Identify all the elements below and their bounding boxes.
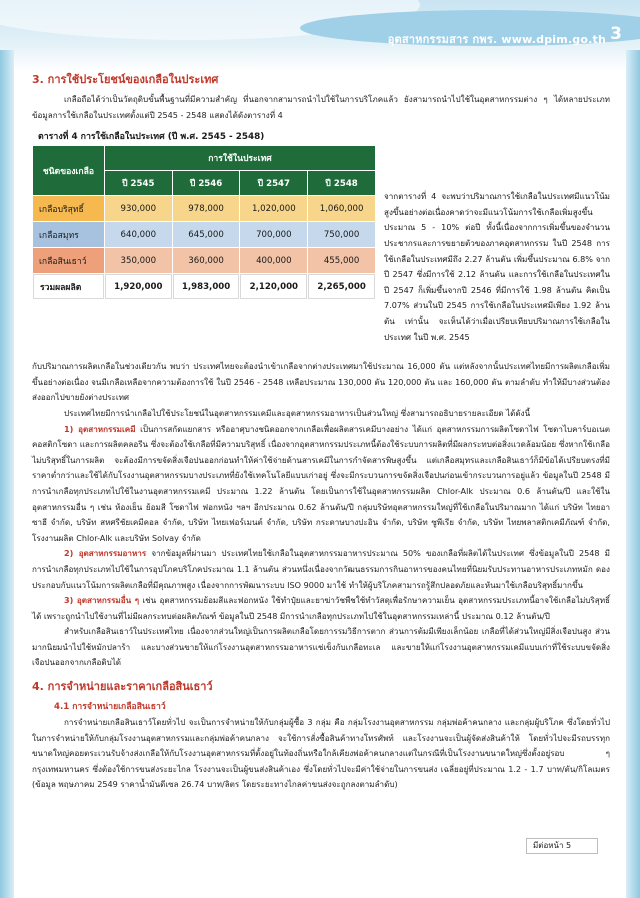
paragraph-text: เช่น อุตสาหกรรมย้อมสีและฟอกหนัง ใช้ทำปุ๋ยและยาฆ่าวัชพืชใช้ทำวัสดุเพื่อรักษาความเย็น อุตสาหกรรมประเภทนี้อาจใช้เกลือไม่บริสุทธิ์ได้ เพราะถูกนำไปใช้งานที่ไม่มีผลกระทบต่อผลิตภัณฑ์ ข้อมูลในปี 2548 มีการนำเกลือทุกประเภทไปใช้ในอุตสาหกรรมเหล่านี้ ประมาณ 0.12 ล้านตัน/ปี	[32, 595, 610, 621]
table-cell: 930,000	[105, 196, 172, 221]
table-cell: 360,000	[173, 248, 240, 273]
table-row-header-label: ชนิดของเกลือ	[33, 146, 104, 195]
table-cell: 645,000	[173, 222, 240, 247]
paragraph-text: จากข้อมูลที่ผ่านมา ประเทศไทยใช้เกลือในอุตสาหกรรมอาหารประมาณ 50% ของเกลือที่ผลิตได้ในประเทศ ซึ่งข้อมูลในปี 2548 มีการนำเกลือทุกประเภทไปใช้ในการอุปโภคบริโภคประมาณ 1.1 ล้านตัน ส่วนหนึ่งเนื่องจากวัฒนธรรมการกินอาหารของคนไทยที่นิยมรับประทานอาหารประเภทหมัก ดอง ประกอบกับแนวโน้มการผลิตเกลือที่มีคุณภาพสูง เนื่องจากการพัฒนาระบบ ISO 9000 มาใช้ ทำให้ผู้บริโภคสามารถรู้สึกปลอดภัยและหันมาใช้เกลือบริสุทธิ์มากขึ้น	[32, 548, 610, 590]
subsection-title: 4.1 การจำหน่ายเกลือสินเธาว์	[54, 702, 166, 713]
paragraph: การจำหน่ายเกลือสินเธาว์โดยทั่วไป จะเป็นการจำหน่ายให้กับกลุ่มผู้ซื้อ 3 กลุ่ม คือ กลุ่มโรงงานอุตสาหกรรม กลุ่มพ่อค้าคนกลาง และกลุ่มผู้บริโภค ซึ่งโดยทั่วไปในการจำหน่ายให้กับกลุ่มโรงงานอุตสาหกรรมและกลุ่มพ่อค้าคนกลาง จะใช้การสั่งซื้อสินค้าทางโทรศัพท์ และโรงงานจะเป็นผู้จัดส่งสินค้าให้ โดยทั่วไปจะมีรถบรรทุกขนาดใหญ่คอยตระเวนรับจ้างส่งเกลือให้กับโรงงานอุตสาหกรรมที่ตั้งอยู่ในท้องถิ่นหรือใกล้เคียงพ่อค้าคนกลางแต่ในกรณีที่เป็นโรงงานขนาดใหญ่ซึ่งตั้งอยู่รอบ ๆ กรุงเทพมหานคร ซึ่งต้องใช้การขนส่งระยะไกล โรงงานจะเป็นผู้ขนส่งสินค้าเอง ซึ่งโดยทั่วไปจะมีค่าใช้จ่ายในการขนส่ง เฉลี่ยอยู่ที่ประมาณ 1.2 - 1.7 บาท/ตัน/กิโลเมตร (ข้อมูล พฤษภาคม 2549 ราคาน้ำมันดีเซล 26.74 บาท/ลิตร โดยระยะทางไกลค่าขนส่งจะถูกลงตามลำดับ)	[32, 717, 610, 790]
table-year-header: ปี 2548	[308, 171, 375, 195]
table-cell: 978,000	[173, 196, 240, 221]
paragraph-text: เป็นการสกัดแยกสาร หรืออาศุบางชนิดออกจากเกลือเพื่อผลิตสารเคมีบางอย่าง ได้แก่ อุตสาหกรรมการผลิตโซดาไฟ โซดาไบคาร์บอเนต คอสติกโซดา และการผลิตคลอรีน ซึ่งจะต้องใช้เกลือที่มีความบริสุทธิ์ เนื่องจากอุตสาหกรรมประเภทนี้ต้องใช้ระบบการผลิตที่มีผลกระทบต่อสิ่งแวดล้อมน้อย ซึ่งหากใช้เกลือไม่บริสุทธิ์ในการผลิต จะต้องมีการขจัดสิ่งเจือปนออกก่อนทำให้ค่าใช้จ่ายด้านสารเคมีในการกำจัดสารพิษสูงขึ้น แต่เกลือสมุทรและเกลือสินเธาว์ก็มีข้อได้เปรียบตรงที่มีราคาต่ำกว่าและใช้ได้กับโรงงานอุตสาหกรรมบางประเภทที่ยังใช้เทคโนโลยีแบบเก่าอยู่ ซึ่งจะมีกระบวนการขจัดสิ่งเจือปนก่อนเข้ากระบวนการอยู่แล้ว ข้อมูลในปี 2548 มีการนำเกลือทุกประเภทไปใช้ในงานอุตสาหกรรมเคมี ประมาณ 1.22 ล้านตัน โดยเป็นการใช้ในอุตสาหกรรมผลิต Chlor-Alk ประมาณ 0.6 ล้านตัน/ปี และใช้ในอุตสาหกรรมอื่น ๆ เช่น ห้องเย็น ย้อมสี โซดาไฟ ฟอกหนัง ฯลฯ อีกประมาณ 0.62 ล้านตัน/ปี กลุ่มบริษัทอุตสาหกรรมใหญ่ที่ใช้เกลือในปริมาณมาก ได้แก่ บริษัท ไทยอาซาฮี จำกัด, บริษัท สหศรีชัยเคมีคอล จำกัด, บริษัท ไทยเฟอร์เมนต์ จำกัด, บริษัท กระดาษบางปะอิน จำกัด, บริษัท ซูพีเรีย จำกัด, บริษัท ไทยพลาสติกเคมีภัณฑ์ จำกัด, โรงงานผลิต Chlor-Alk และบริษัท Solvay จำกัด	[32, 423, 610, 543]
continued-note: มีต่อหน้า 5	[526, 838, 598, 854]
list-label: 2) อุตสาหกรรมอาหาร	[64, 548, 147, 559]
table-cell: 1,983,000	[173, 274, 240, 299]
table-total-row	[33, 274, 375, 299]
table-row-label: เกลือสินเธาว์	[33, 248, 104, 273]
table-row-label: เกลือบริสุทธิ์	[33, 196, 104, 221]
table-cell: 1,920,000	[105, 274, 172, 299]
paragraph: กับปริมาณการผลิตเกลือในช่วงเดียวกัน พบว่า ประเทศไทยจะต้องนำเข้าเกลือจากต่างประเทศมาใช้ประมาณ 16,000 ตัน แต่หลังจากนั้นประเทศไทยมีการผลิตเกลือเพิ่มขึ้นอย่างต่อเนื่อง จนมีเกลือเหลือจากความต้องการใช้ ในปี 2546 - 2548 เหลือประมาณ 130,000 ตัน 120,000 ตัน และ 160,000 ตัน ตามลำดับ ทำให้มีบางส่วนต้องส่งออกไปขายยังต่างประเทศ	[32, 361, 610, 403]
salt-usage-table	[32, 145, 376, 300]
table-row	[33, 222, 375, 247]
table-group-header: การใช้ในประเทศ	[105, 146, 375, 170]
table-row	[33, 248, 375, 273]
header-title: อุตสาหกรรมสาร กพร. www.dpim.go.th	[387, 33, 606, 46]
paragraph: สำหรับเกลือสินเธาว์ในประเทศไทย เนื่องจากส่วนใหญ่เป็นการผลิตเกลือโดยการรมวิธีการตาก ส่วนการต้มมีเพียงเล็กน้อย เกลือที่ได้ส่วนใหญ่มีสิ่งเจือปนสูง ส่วนมากนิยมนำไปใช้หมักปลาร้า และบางส่วนขายให้แก่โรงงานอุตสาหกรรมอาหารแช่เข็งกับเกลือทะเล และขายให้แก่โรงงานอุตสาหกรรมเคมีแบบเก่าที่ใช้ระบบขจัดสิ่งเจือปนออกจากเกลือดิบได้	[32, 626, 610, 668]
paragraph: ประเทศไทยมีการนำเกลือไปใช้ประโยชน์ในอุตสาหกรรมเคมีและอุตสาหกรรมอาหารเป็นส่วนใหญ่ ซึ่งสามารถอธิบายรายละเอียด ได้ดังนี้	[64, 407, 531, 418]
table-cell: 1,060,000	[308, 196, 375, 221]
paragraph	[32, 422, 610, 547]
list-label: 1) อุตสาหกรรมเคมี	[64, 423, 136, 434]
table-cell: 1,020,000	[240, 196, 307, 221]
table-cell: 2,265,000	[308, 274, 375, 299]
table-row	[33, 196, 375, 221]
table-block	[32, 129, 610, 359]
table-caption: ตารางที่ 4 การใช้เกลือในประเทศ (ปี พ.ศ. 2545 - 2548)	[38, 132, 265, 143]
table-cell: 700,000	[240, 222, 307, 247]
table-row-label: รวมผลผลิต	[33, 274, 104, 299]
page-number: 3	[610, 24, 622, 44]
section-title: 4. การจำหน่ายและราคาเกลือสินเธาว์	[32, 680, 213, 694]
table-cell: 2,120,000	[240, 274, 307, 299]
side-paragraph: จากตารางที่ 4 จะพบว่าปริมาณการใช้เกลือในประเทศมีแนวโน้มสูงขึ้นอย่างต่อเนื่องคาดว่าจะมีแนวโน้มการใช้เกลือเพิ่มสูงขึ้นประมาณ 5 - 10% ต่อปี ทั้งนี้เนื่องจากการเพิ่มขึ้นของจำนวนประชากรและการขยายตัวของภาคอุตสาหกรรม ในปี 2548 การใช้เกลือในประเทศมีถึง 2.27 ล้านตัน เพิ่มขึ้นประมาณ 6.8% จากปี 2547 ซึ่งมีการใช้ 2.12 ล้านตัน และการใช้เกลือในประเทศในปี 2547 ก็เพิ่มขึ้นจากปี 2546 ที่มีการใช้ 1.98 ล้านตัน คิดเป็น 7.07% ส่วนในปี 2545 การใช้เกลือในประเทศมีเพียง 1.92 ล้านตัน เท่านั้น จะเห็นได้ว่าเมื่อเปรียบเทียบปริมาณการใช้เกลือในประเทศ ในปี พ.ศ. 2545	[384, 191, 610, 342]
paragraph	[32, 546, 610, 593]
table-year-header: ปี 2546	[173, 171, 240, 195]
table-cell: 455,000	[308, 248, 375, 273]
table-year-header: ปี 2545	[105, 171, 172, 195]
paragraph	[32, 593, 610, 624]
article-content	[32, 70, 610, 793]
table-cell: 750,000	[308, 222, 375, 247]
section-title: 3. การใช้ประโยชน์ของเกลือในประเทศ	[32, 73, 219, 86]
side-decoration	[0, 50, 14, 898]
table-cell: 350,000	[105, 248, 172, 273]
paragraph: เกลือถือได้ว่าเป็นวัตถุดิบขั้นพื้นฐานที่มีความสำคัญ ที่นอกจากสามารถนำไปใช้ในการบริโภคแล้ว ยังสามารถนำไปใช้ในอุตสาหกรรมต่าง ๆ ได้หลายประเภท ข้อมูลการใช้เกลือในประเทศตั้งแต่ปี 2545 - 2548 แสดงได้ดังตารางที่ 4	[32, 94, 610, 120]
table-row-label: เกลือสมุทร	[33, 222, 104, 247]
table-cell: 400,000	[240, 248, 307, 273]
table-cell: 640,000	[105, 222, 172, 247]
side-decoration	[626, 50, 640, 898]
table-year-header: ปี 2547	[240, 171, 307, 195]
list-label: 3) อุตสาหกรรมอื่น ๆ	[64, 595, 140, 606]
